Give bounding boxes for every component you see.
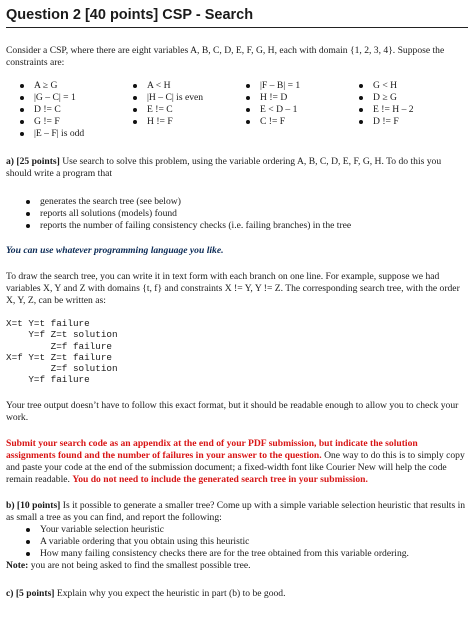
list-item: reports the number of failing consistency checks (i.e. failing branches) in the tree <box>6 220 468 232</box>
submission-red-2: You do not need to include the generated search tree in your submission. <box>72 473 368 485</box>
constraint-column-3 <box>242 80 355 140</box>
constraint-item: |E – F| is odd <box>16 128 129 140</box>
part-c-paragraph <box>6 588 468 600</box>
note-label: Note: <box>6 559 29 571</box>
constraint-item: E != C <box>129 104 242 116</box>
constraint-item: C != F <box>242 116 355 128</box>
constraint-item: D != C <box>16 104 129 116</box>
constraint-item: |F – B| = 1 <box>242 80 355 92</box>
constraint-item: D != F <box>355 116 468 128</box>
format-note-paragraph: Your tree output doesn’t have to follow this exact format, but it should be readable enough to allow you to check your work. <box>6 399 459 423</box>
part-a-text: Use search to solve this problem, using the variable ordering A, B, C, D, E, F, G, H. To do this you should write a program that <box>6 156 442 179</box>
list-item: How many failing consistency checks there are for the tree obtained from this variable ordering. <box>6 548 468 560</box>
part-b-label: b) [10 points] <box>6 499 61 511</box>
submission-red-1: Submit your search code as an appendix at the end of your PDF submission, but indicate the solution assignments found and the number of failures in your answer to the question. <box>6 437 418 461</box>
constraint-column-4 <box>355 80 468 140</box>
list-item: A variable ordering that you obtain using this heuristic <box>6 536 468 548</box>
constraint-item: G < H <box>355 80 468 92</box>
constraint-item: E != H – 2 <box>355 104 468 116</box>
constraints-grid <box>6 80 468 140</box>
part-a-paragraph <box>6 156 468 180</box>
constraint-item: G != F <box>16 116 129 128</box>
constraint-item: A ≥ G <box>16 80 129 92</box>
language-emphasis: You can use whatever programming language you like. <box>6 245 224 256</box>
submission-paragraph <box>6 438 468 486</box>
constraint-item: A < H <box>129 80 242 92</box>
constraint-item: |G – C| = 1 <box>16 92 129 104</box>
part-b-text: Is it possible to generate a smaller tree? Come up with a simple variable selection heuristic that results in as small a tree as you can find, and report the following: <box>6 499 466 523</box>
part-a-label: a) [25 points] <box>6 156 60 167</box>
question-title: Question 2 [40 points] CSP - Search <box>6 7 254 23</box>
constraint-item: H != F <box>129 116 242 128</box>
tree-intro-paragraph: To draw the search tree, you can write it in text form with each branch on one line. For example, suppose we had variables X, Y and Z with domains {t, f} and constraints X != Y, Y != Z. The corresponding search tree, with the order X, Y, Z, can be written as: <box>6 271 460 306</box>
constraint-column-1 <box>16 80 129 140</box>
constraint-item: |H – C| is even <box>129 92 242 104</box>
list-item: reports all solutions (models) found <box>6 208 468 220</box>
constraint-item: D ≥ G <box>355 92 468 104</box>
title-rule <box>6 27 468 28</box>
constraint-column-2 <box>129 80 242 140</box>
constraint-item: E < D – 1 <box>242 104 355 116</box>
note-text: you are not being asked to find the smallest possible tree. <box>28 559 251 571</box>
part-b-bullets <box>6 524 468 560</box>
constraint-item: H != D <box>242 92 355 104</box>
example-search-tree: X=t Y=t failure Y=f Z=t solution Z=f failure X=f Y=t Z=t failure Z=f solution Y=f failure <box>6 318 118 386</box>
intro-paragraph: Consider a CSP, where there are eight variables A, B, C, D, E, F, G, H, each with domain {1, 2, 3, 4}. Suppose the constraints are: <box>6 45 445 68</box>
part-c-label: c) [5 points] <box>6 587 55 599</box>
part-c-text: Explain why you expect the heuristic in part (b) to be good. <box>54 587 286 599</box>
list-item: Your variable selection heuristic <box>6 524 468 536</box>
document-page <box>6 0 468 600</box>
part-b-paragraph <box>6 500 468 524</box>
submission-black: One way to do this is to simply copy and paste your code at the end of the submission document; a fixed-width font like Courier New will help the code remain readable. <box>6 449 465 485</box>
part-a-bullets <box>6 196 468 232</box>
part-b-note <box>6 560 468 572</box>
list-item: generates the search tree (see below) <box>6 196 468 208</box>
